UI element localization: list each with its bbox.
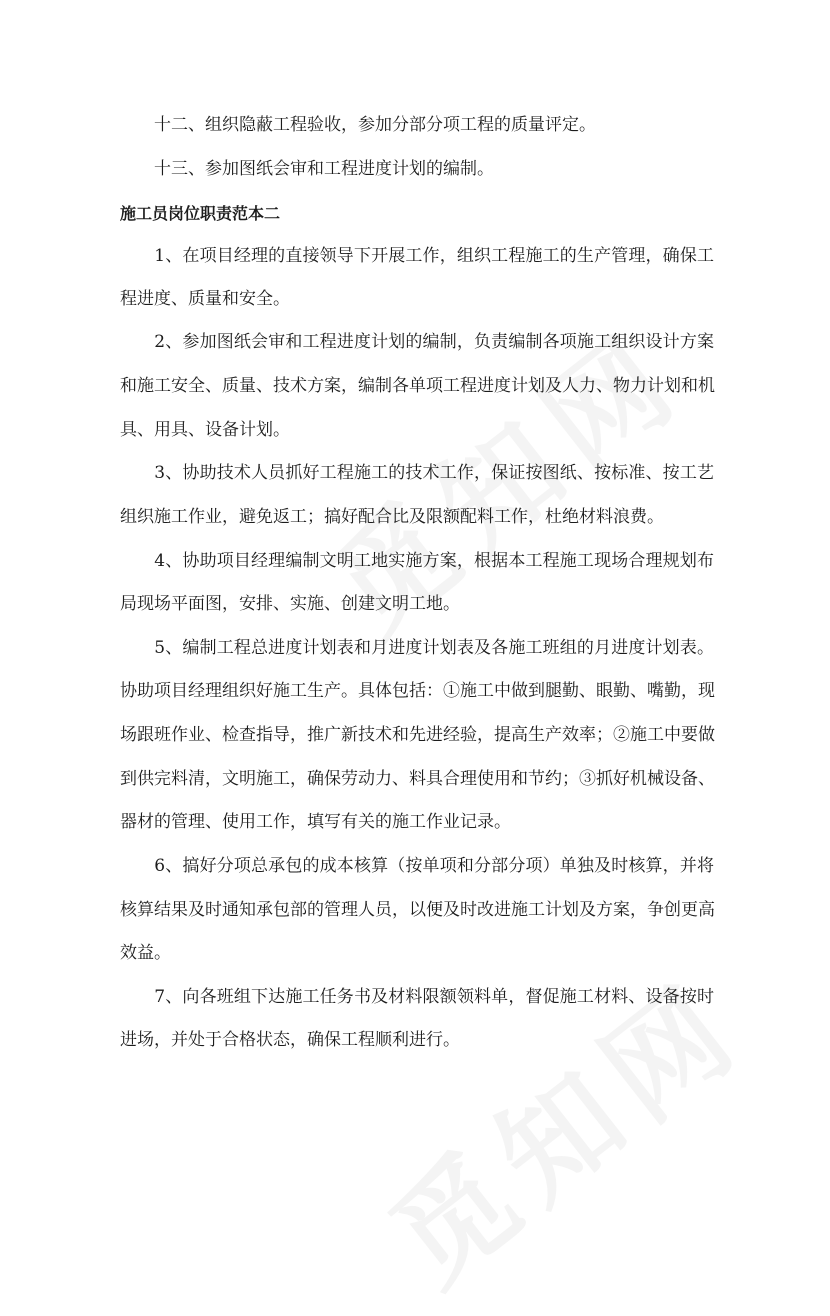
paragraph-line: 场跟班作业、检查指导，推广新技术和先进经验，提高生产效率；②施工中要做 [120,725,715,745]
paragraph-line: 局现场平面图，安排、实施、创建文明工地。 [120,594,460,614]
paragraph-line: 到供完料清，文明施工，确保劳动力、料具合理使用和节约；③抓好机械设备、 [120,769,715,789]
paragraph-line: 3、协助技术人员抓好工程施工的技术工作，保证按图纸、按标准、按工艺 [120,463,714,483]
paragraph-line: 2、参加图纸会审和工程进度计划的编制，负责编制各项施工组织设计方案 [120,332,714,352]
paragraph-line: 效益。 [120,943,171,963]
paragraph-line: 5、编制工程总进度计划表和月进度计划表及各施工班组的月进度计划表。 [120,638,714,658]
paragraph-line: 6、搞好分项总承包的成本核算（按单项和分部分项）单独及时核算，并将 [120,856,714,876]
paragraph-line: 程进度、质量和安全。 [120,289,290,309]
paragraph-line: 协助项目经理组织好施工生产。具体包括：①施工中做到腿勤、眼勤、嘴勤，现 [120,681,715,701]
paragraph-line: 器材的管理、使用工作，填写有关的施工作业记录。 [120,812,511,832]
paragraph-line: 组织施工作业，避免返工；搞好配合比及限额配料工作，杜绝材料浪费。 [120,507,664,527]
paragraph-line: 核算结果及时通知承包部的管理人员，以便及时改进施工计划及方案，争创更高 [120,900,715,920]
section-heading: 施工员岗位职责范本二 [120,204,281,223]
paragraph-line: 4、协助项目经理编制文明工地实施方案，根据本工程施工现场合理规划布 [120,551,714,571]
paragraph-line: 具、用具、设备计划。 [120,420,290,440]
paragraph-line: 和施工安全、质量、技术方案，编制各单项工程进度计划及人力、物力计划和机 [120,376,715,396]
paragraph-line: 1、在项目经理的直接领导下开展工作，组织工程施工的生产管理，确保工 [120,246,714,266]
paragraph-line: 进场，并处于合格状态，确保工程顺利进行。 [120,1030,460,1050]
paragraph-line: 十三、参加图纸会审和工程进度计划的编制。 [120,159,494,179]
paragraph-line: 十二、组织隐蔽工程验收，参加分部分项工程的质量评定。 [120,115,596,135]
paragraph-line: 7、向各班组下达施工任务书及材料限额领料单，督促施工材料、设备按时 [120,987,714,1007]
